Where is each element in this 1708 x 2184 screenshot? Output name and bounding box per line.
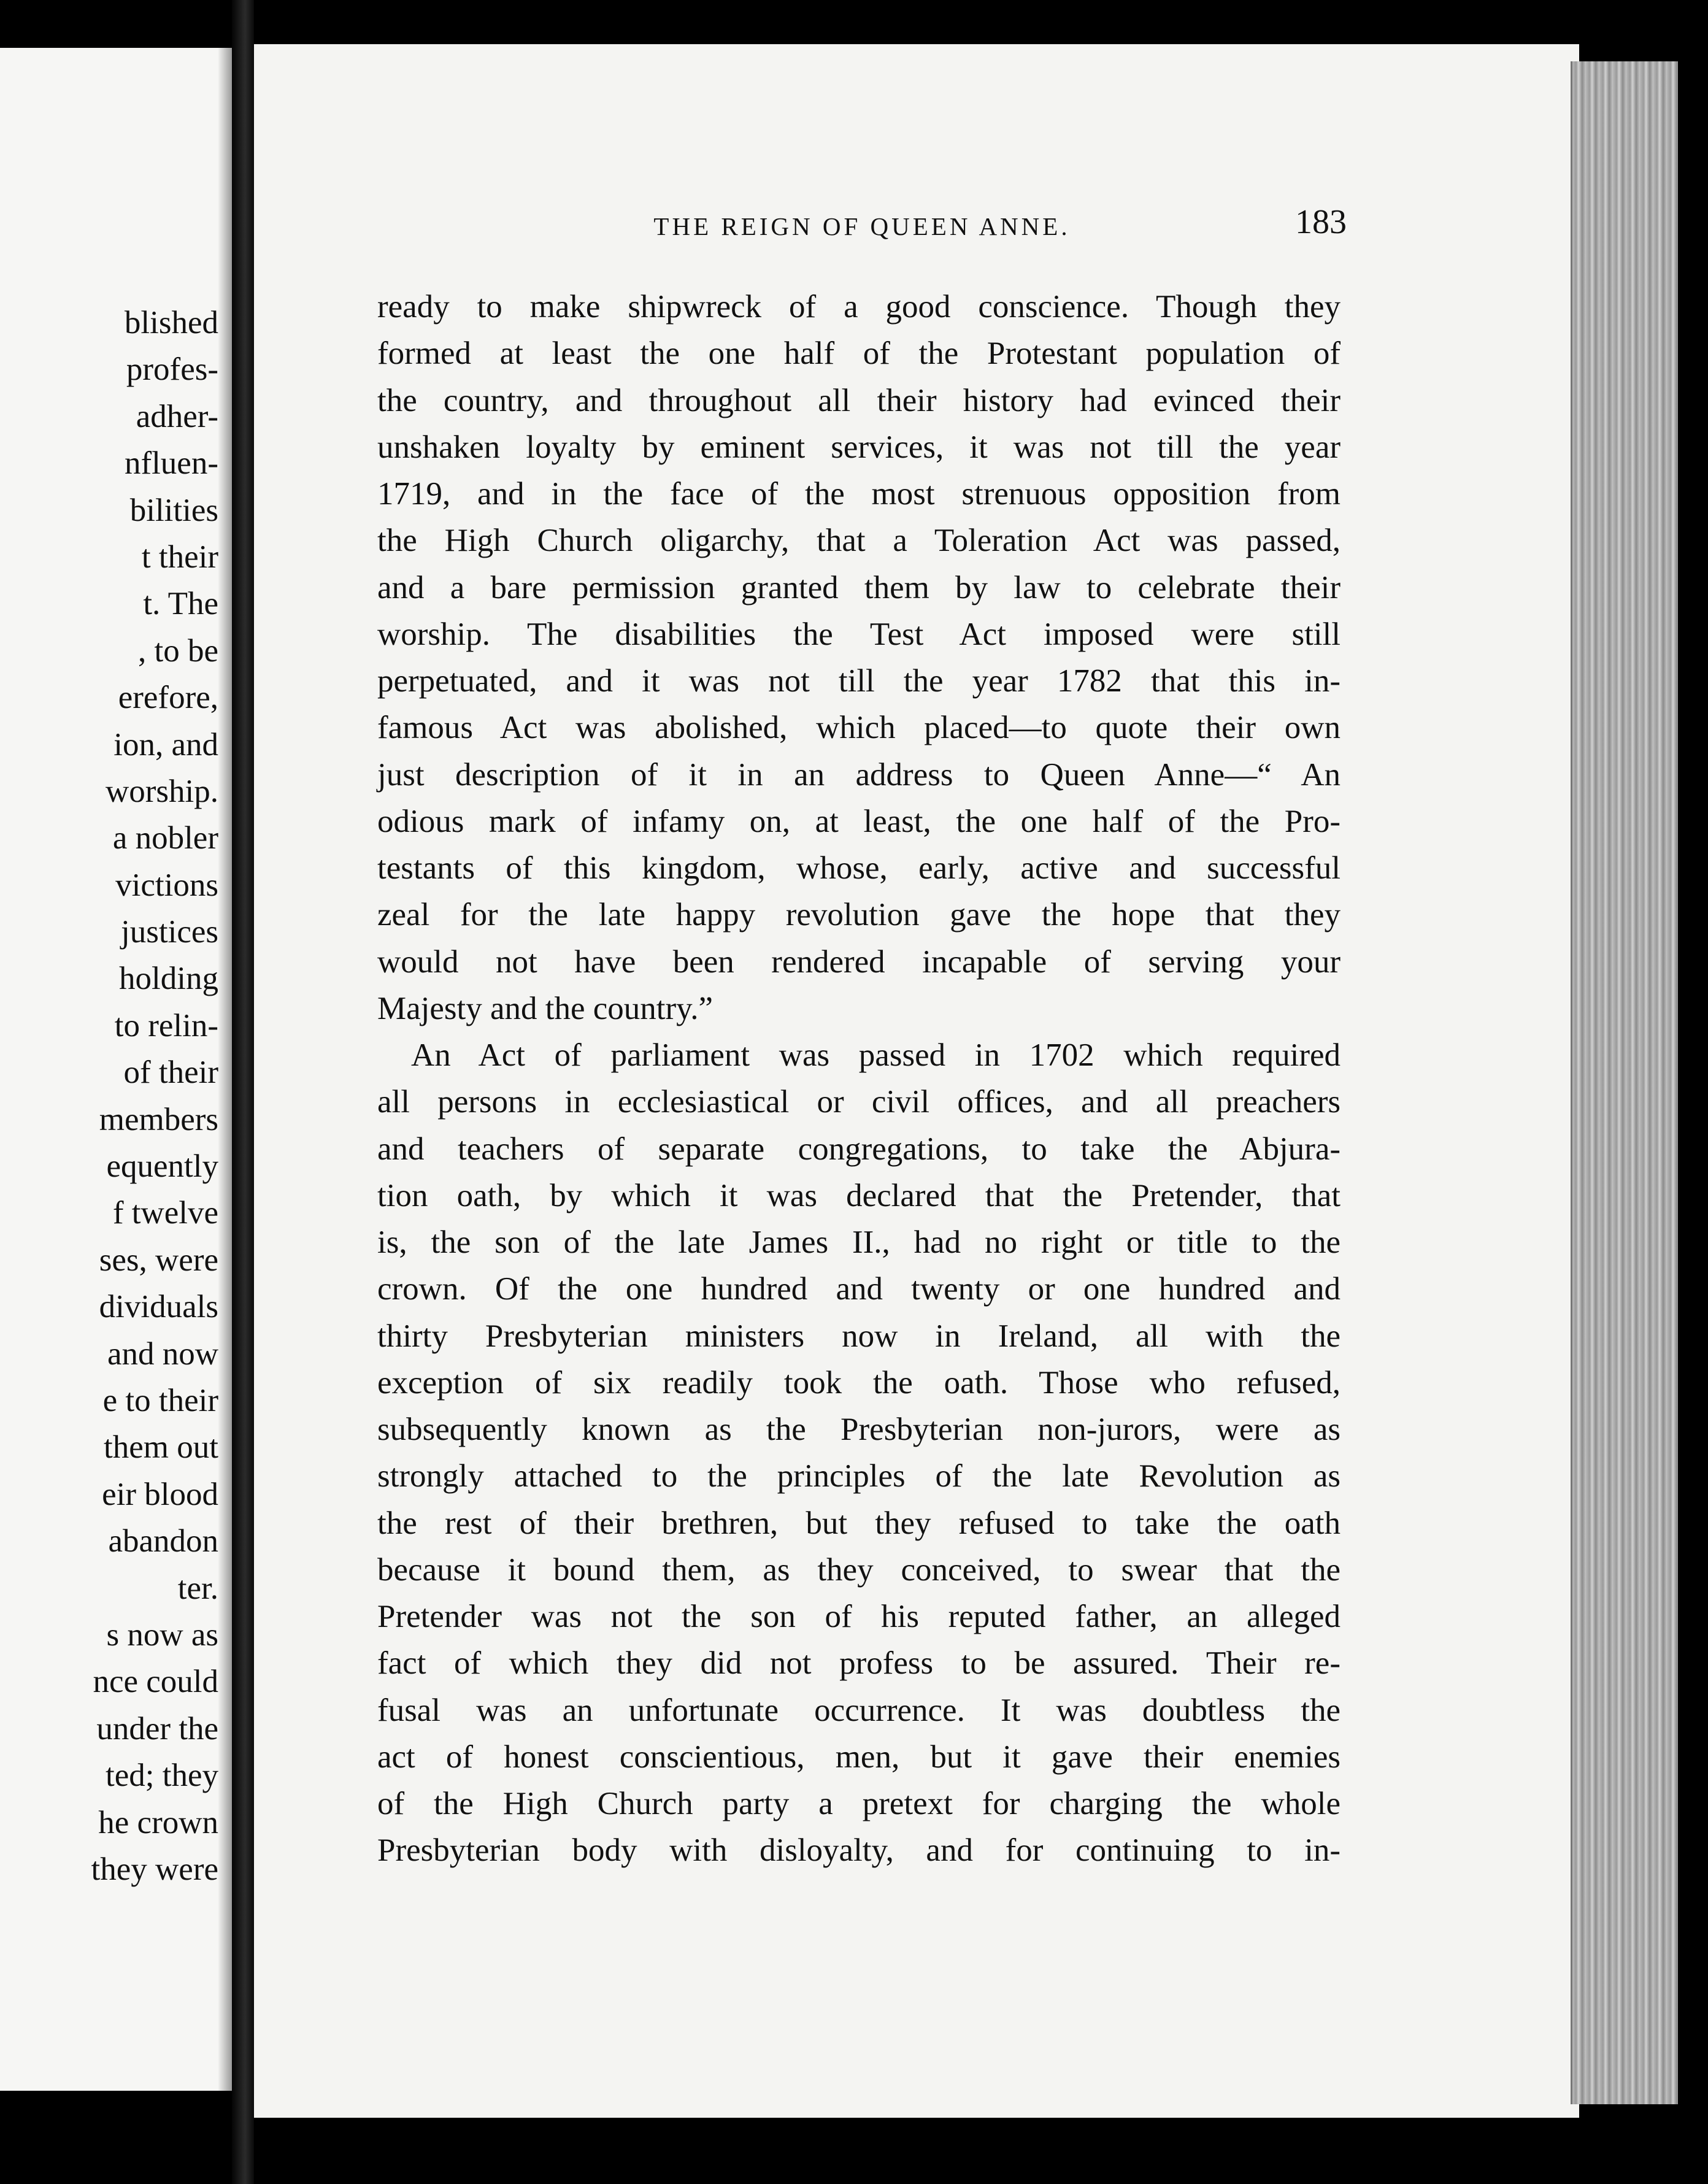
facing-page-line: nfluen- <box>124 445 218 482</box>
facing-page-line: adher- <box>136 398 218 434</box>
page-number: 183 <box>1295 203 1347 241</box>
paragraph-first-line: An Act of parliament was passed in 1702 which required <box>411 1037 1341 1073</box>
text-line: and teachers of separate congregations, to take the Abjura- <box>377 1131 1341 1167</box>
facing-page-line: they were <box>91 1851 218 1887</box>
text-line: Presbyterian body with disloyalty, and for continuing to in- <box>377 1832 1341 1869</box>
facing-page-line: victions <box>115 867 218 903</box>
text-line: the country, and throughout all their history had evinced their <box>377 382 1341 418</box>
text-line: the rest of their brethren, but they refused to take the oath <box>377 1505 1341 1541</box>
text-line: act of honest conscientious, men, but it gave their enemies <box>377 1739 1341 1775</box>
text-line: 1719, and in the face of the most strenuous opposition from <box>377 476 1341 512</box>
facing-page-line: them out <box>104 1429 218 1466</box>
text-line: ready to make shipwreck of a good conscience. Though they <box>377 289 1341 325</box>
facing-page-line: worship. <box>105 773 218 809</box>
text-line: just description of it in an address to Queen Anne—“ An <box>377 756 1341 793</box>
text-line: Pretender was not the son of his reputed father, an alleged <box>377 1599 1341 1634</box>
text-line: fusal was an unfortunate occurrence. It was doubtless the <box>377 1692 1341 1728</box>
text-line: strongly attached to the principles of the late Revolution as <box>377 1458 1341 1494</box>
text-line: odious mark of infamy on, at least, the one half of the Pro- <box>377 803 1341 839</box>
facing-page-line: and now <box>107 1336 218 1372</box>
facing-page <box>0 48 232 2091</box>
book-spine <box>232 0 254 2184</box>
facing-page-line: ses, were <box>99 1242 218 1278</box>
facing-page-line: a nobler <box>112 820 218 856</box>
paragraph-last-line: Majesty and the country.” <box>377 990 714 1026</box>
facing-page-line: erefore, <box>118 680 218 716</box>
facing-page-line: s now as <box>106 1617 218 1653</box>
facing-page-line: blished <box>124 305 218 340</box>
text-line: of the High Church party a pretext for charging the whole <box>377 1786 1341 1821</box>
text-line: crown. Of the one hundred and twenty or one hundred and <box>377 1271 1341 1307</box>
facing-page-line: members <box>99 1101 218 1137</box>
facing-page-text <box>0 299 218 1893</box>
text-line: famous Act was abolished, which placed—to quote their own <box>377 710 1341 746</box>
text-line: worship. The disabilities the Test Act imposed were still <box>377 616 1341 652</box>
text-line: unshaken loyalty by eminent services, it was not till the year <box>377 429 1341 465</box>
facing-page-line: , to be <box>138 633 218 669</box>
page-edges <box>1571 61 1678 2104</box>
text-line: zeal for the late happy revolution gave the hope that they <box>377 897 1341 933</box>
text-line: testants of this kingdom, whose, early, active and successful <box>377 850 1341 886</box>
facing-page-line: nce could <box>93 1664 218 1700</box>
text-line: would not have been rendered incapable of serving your <box>377 944 1341 980</box>
text-line: perpetuated, and it was not till the year 1782 that this in- <box>377 663 1341 699</box>
facing-page-line: dividuals <box>99 1289 218 1325</box>
facing-page-line: bilities <box>129 492 218 528</box>
text-line: exception of six readily took the oath. Those who refused, <box>377 1364 1341 1401</box>
facing-page-line: ted; they <box>106 1758 218 1794</box>
text-line: the High Church oligarchy, that a Toleration Act was passed, <box>377 523 1341 559</box>
facing-page-line: t. The <box>143 586 218 622</box>
running-head: THE REIGN OF QUEEN ANNE. <box>653 212 1071 240</box>
facing-page-line: under the <box>96 1710 218 1747</box>
text-line: and a bare permission granted them by law to celebrate their <box>377 569 1341 606</box>
facing-page-line: to relin- <box>114 1007 218 1044</box>
facing-page-line: holding <box>119 961 218 997</box>
text-line: all persons in ecclesiastical or civil offices, and all preachers <box>377 1084 1341 1120</box>
facing-page-line: of their <box>123 1055 218 1091</box>
facing-page-line: e to their <box>102 1382 218 1418</box>
facing-page-gutter-shadow <box>218 48 232 2091</box>
facing-page-line: f twelve <box>112 1195 218 1231</box>
facing-page-line: ter. <box>177 1570 218 1606</box>
text-line: because it bound them, as they conceived, to swear that the <box>377 1551 1341 1588</box>
facing-page-line: profes- <box>126 352 218 388</box>
facing-page-line: justices <box>121 914 218 950</box>
facing-page-line: he crown <box>98 1804 218 1840</box>
text-line: formed at least the one half of the Protestant population of <box>377 336 1341 372</box>
text-line: thirty Presbyterian ministers now in Ireland, all with the <box>377 1318 1341 1354</box>
facing-page-line: eir blood <box>102 1476 218 1512</box>
facing-page-line: ion, and <box>113 726 218 763</box>
text-line: fact of which they did not profess to be assured. Their re- <box>377 1645 1341 1682</box>
facing-page-line: equently <box>106 1148 218 1185</box>
body-text <box>377 283 1341 1874</box>
text-line: is, the son of the late James II., had no right or title to the <box>377 1225 1341 1260</box>
text-line: subsequently known as the Presbyterian non-jurors, were as <box>377 1412 1341 1447</box>
facing-page-line: t their <box>141 539 218 575</box>
text-line: tion oath, by which it was declared that the Pretender, that <box>377 1177 1341 1213</box>
facing-page-line: abandon <box>108 1523 218 1559</box>
